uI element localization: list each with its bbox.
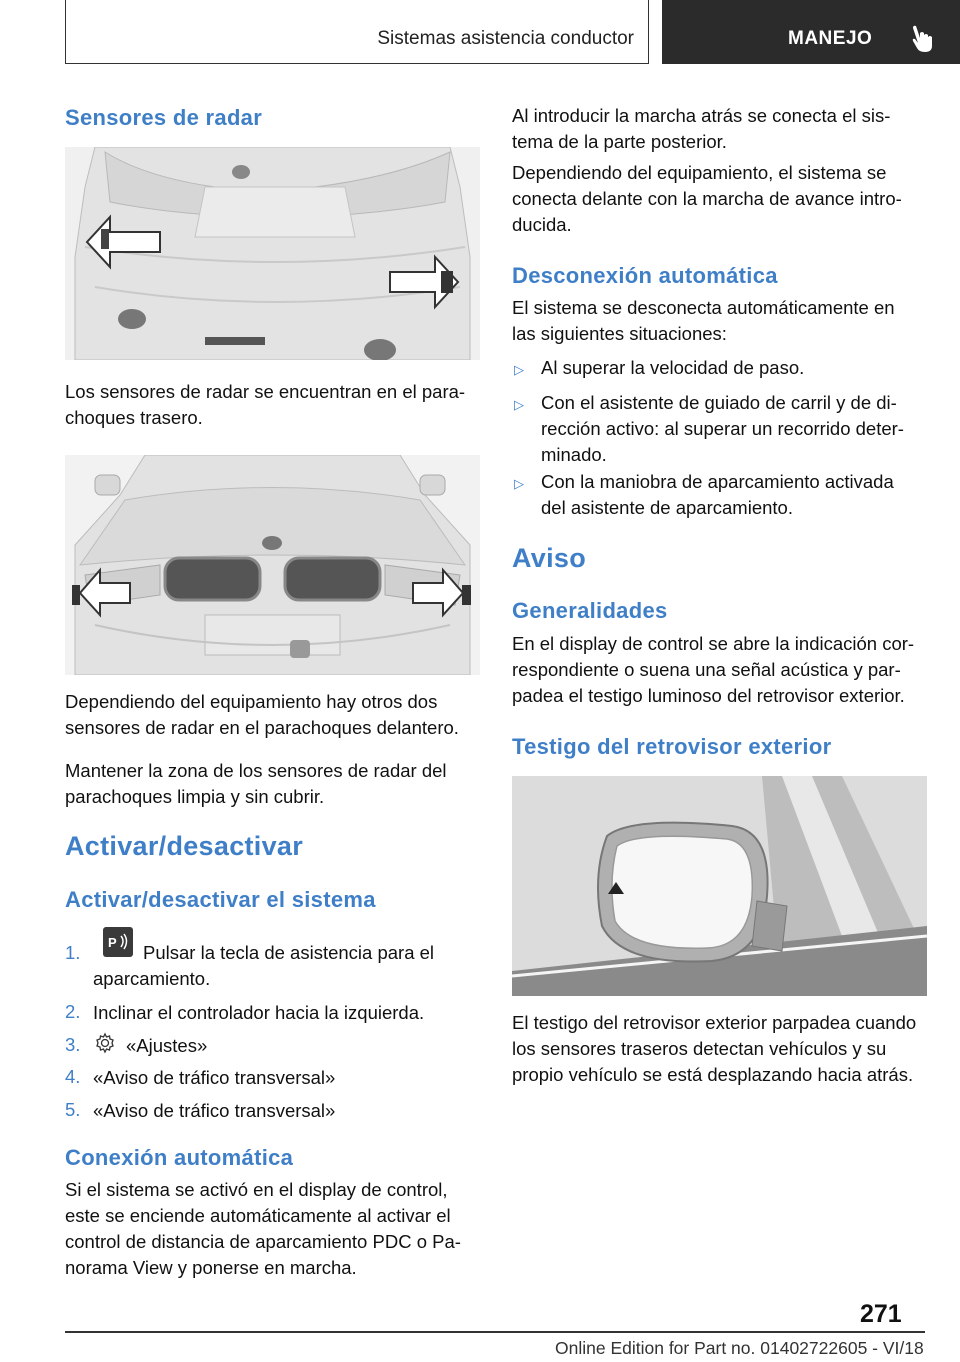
paragraph-rear-sensors: Los sensores de radar se encuentran en el para- choques trasero.	[65, 381, 466, 428]
step-number: 2.	[65, 1001, 81, 1022]
bullet-item: Con la maniobra de aparcamiento activada del asistente de aparcamiento.	[541, 471, 894, 518]
side-mirror-figure	[512, 776, 927, 996]
step-4-text: «Aviso de tráfico transversal»	[93, 1067, 336, 1088]
bullet-item: Al superar la velocidad de paso.	[541, 357, 805, 378]
heading-warning: Aviso	[512, 543, 587, 573]
step-2-text: Inclinar el controlador hacia la izquierda.	[93, 1002, 425, 1023]
rear-bumper-figure	[65, 147, 480, 360]
front-bumper-figure	[65, 455, 480, 675]
step-number: 3.	[65, 1034, 81, 1055]
paragraph-general: En el display de control se abre la indicación cor- respondiente o suena una señal acústica y par- padea el testigo luminoso del retrovisor exterior.	[512, 633, 915, 706]
heading-activate-system: Activar/desactivar el sistema	[65, 887, 376, 912]
header-section-box	[65, 0, 649, 64]
heading-auto-off: Desconexión automática	[512, 263, 778, 288]
step-1-line-1: Pulsar la tecla de asistencia para el	[143, 942, 435, 963]
pointing-hand-icon	[910, 24, 936, 54]
paragraph-front-sensors: Dependiendo del equipamiento hay otros dos sensores de radar en el parachoques delantero.	[65, 691, 459, 738]
rear-bumper-illustration	[65, 147, 480, 360]
header-chapter-label: MANEJO	[788, 28, 873, 49]
header-section-title: Sistemas asistencia conductor	[377, 28, 634, 49]
footer-edition: Online Edition for Part no. 01402722605 - VI/18	[555, 1338, 924, 1358]
paragraph-reverse: Al introducir la marcha atrás se conecta el sis- tema de la parte posterior.	[512, 105, 891, 152]
step-1-line-2: aparcamiento.	[93, 968, 211, 989]
svg-text:P: P	[108, 935, 117, 950]
paragraph-keep-clean: Mantener la zona de los sensores de radar del parachoques limpia y sin cubrir.	[65, 760, 447, 807]
bullet-item: Con el asistente de guiado de carril y de di- rección activo: al superar un recorrido deter- minado.	[541, 392, 904, 465]
gear-icon	[94, 1032, 116, 1054]
heading-auto-on: Conexión automática	[65, 1145, 294, 1170]
step-number: 5.	[65, 1099, 81, 1120]
step-5-text: «Aviso de tráfico transversal»	[93, 1100, 336, 1121]
front-bumper-illustration	[65, 455, 480, 675]
heading-general: Generalidades	[512, 598, 668, 623]
heading-mirror-indicator: Testigo del retrovisor exterior	[512, 734, 832, 759]
bullet-triangle-icon: ▷	[514, 362, 524, 377]
paragraph-forward: Dependiendo del equipamiento, el sistema se conecta delante con la marcha de avance intro- ducida.	[512, 162, 902, 235]
step-3-text: «Ajustes»	[126, 1035, 208, 1056]
step-number: 1.	[65, 942, 81, 963]
parking-assist-button-icon	[103, 927, 133, 957]
page-number: 271	[860, 1300, 902, 1328]
header-chapter-tab	[662, 0, 960, 64]
paragraph-auto-off: El sistema se desconecta automáticamente en las siguientes situaciones:	[512, 297, 895, 344]
heading-radar-sensors: Sensores de radar	[65, 105, 263, 130]
paragraph-mirror: El testigo del retrovisor exterior parpadea cuando los sensores traseros detectan vehículos y su propio vehículo se está desplazando hacia atrás.	[512, 1012, 917, 1085]
bullet-triangle-icon: ▷	[514, 476, 524, 491]
side-mirror-illustration	[512, 776, 927, 996]
paragraph-auto-on: Si el sistema se activó en el display de control, este se enciende automáticamente al activar el control de distancia de aparcamiento PDC o Pa- norama View y ponerse en marcha.	[65, 1179, 461, 1278]
footer-rule	[65, 1331, 925, 1333]
heading-activate-deactivate: Activar/desactivar	[65, 831, 304, 861]
bullet-triangle-icon: ▷	[514, 397, 524, 412]
step-number: 4.	[65, 1066, 81, 1087]
